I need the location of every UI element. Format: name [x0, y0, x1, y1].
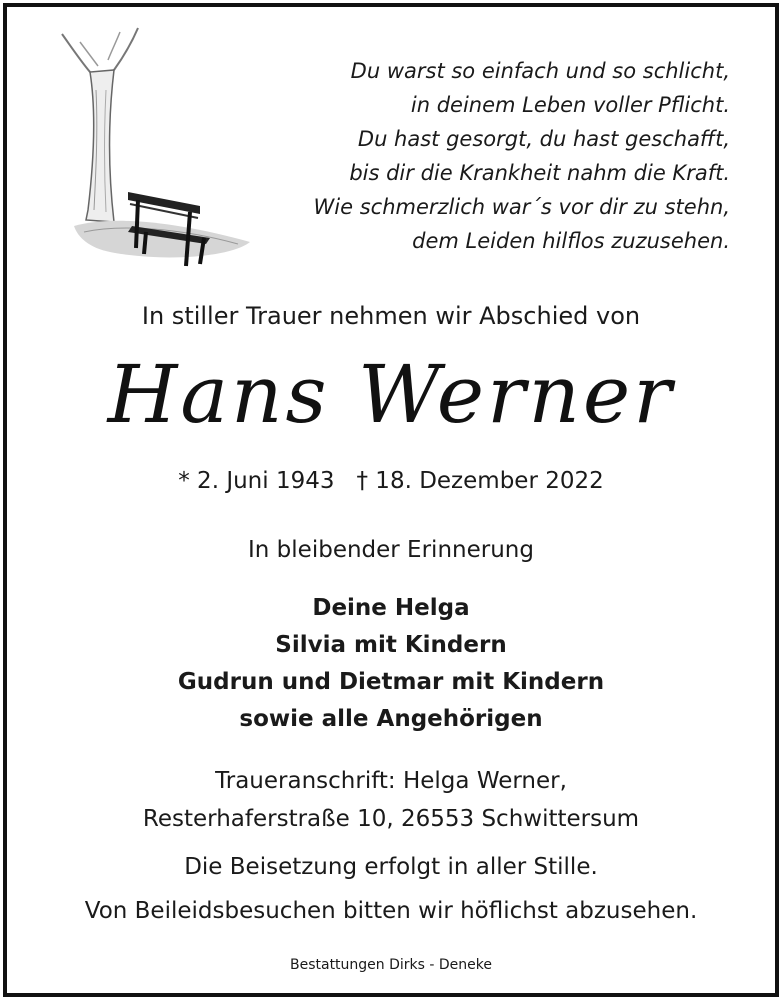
funeral-home: Bestattungen Dirks - Deneke — [289, 957, 492, 973]
poem-line: dem Leiden hilflos zuzusehen. — [412, 229, 730, 253]
mourner: Deine Helga — [312, 595, 470, 621]
mourners-list — [0, 590, 782, 738]
mourning-address — [0, 762, 782, 838]
mourner: Silvia mit Kindern — [275, 632, 507, 658]
poem-line: Du warst so einfach und so schlicht, — [350, 59, 730, 83]
poem — [314, 54, 730, 258]
mourner: Gudrun und Dietmar mit Kindern — [177, 669, 605, 695]
birth-date: * 2. Juni 1943 — [178, 468, 335, 494]
farewell-intro: In stiller Trauer nehmen wir Abschied von — [141, 302, 641, 330]
poem-line: bis dir die Krankheit nahm die Kraft. — [349, 161, 730, 185]
life-dates — [0, 468, 782, 494]
poem-line: in deinem Leben voller Pflicht. — [410, 93, 730, 117]
address-line-2: Resterhaferstraße 10, 26553 Schwittersum — [142, 806, 640, 832]
visits-note: Von Beileidsbesuchen bitten wir höflichst abzusehen. — [84, 898, 698, 924]
memory-line: In bleibender Erinnerung — [248, 537, 534, 563]
mourner: sowie alle Angehörigen — [239, 706, 543, 732]
burial-note: Die Beisetzung erfolgt in aller Stille. — [184, 854, 598, 880]
poem-line: Du hast gesorgt, du hast geschafft, — [357, 127, 730, 151]
deceased-name: Hans Werner — [107, 348, 675, 441]
address-line-1: Traueranschrift: Helga Werner, — [215, 768, 567, 794]
death-date: † 18. Dezember 2022 — [356, 468, 604, 494]
poem-line: Wie schmerzlich war´s vor dir zu stehn, — [313, 195, 730, 219]
tree-bench-illustration — [50, 20, 270, 290]
